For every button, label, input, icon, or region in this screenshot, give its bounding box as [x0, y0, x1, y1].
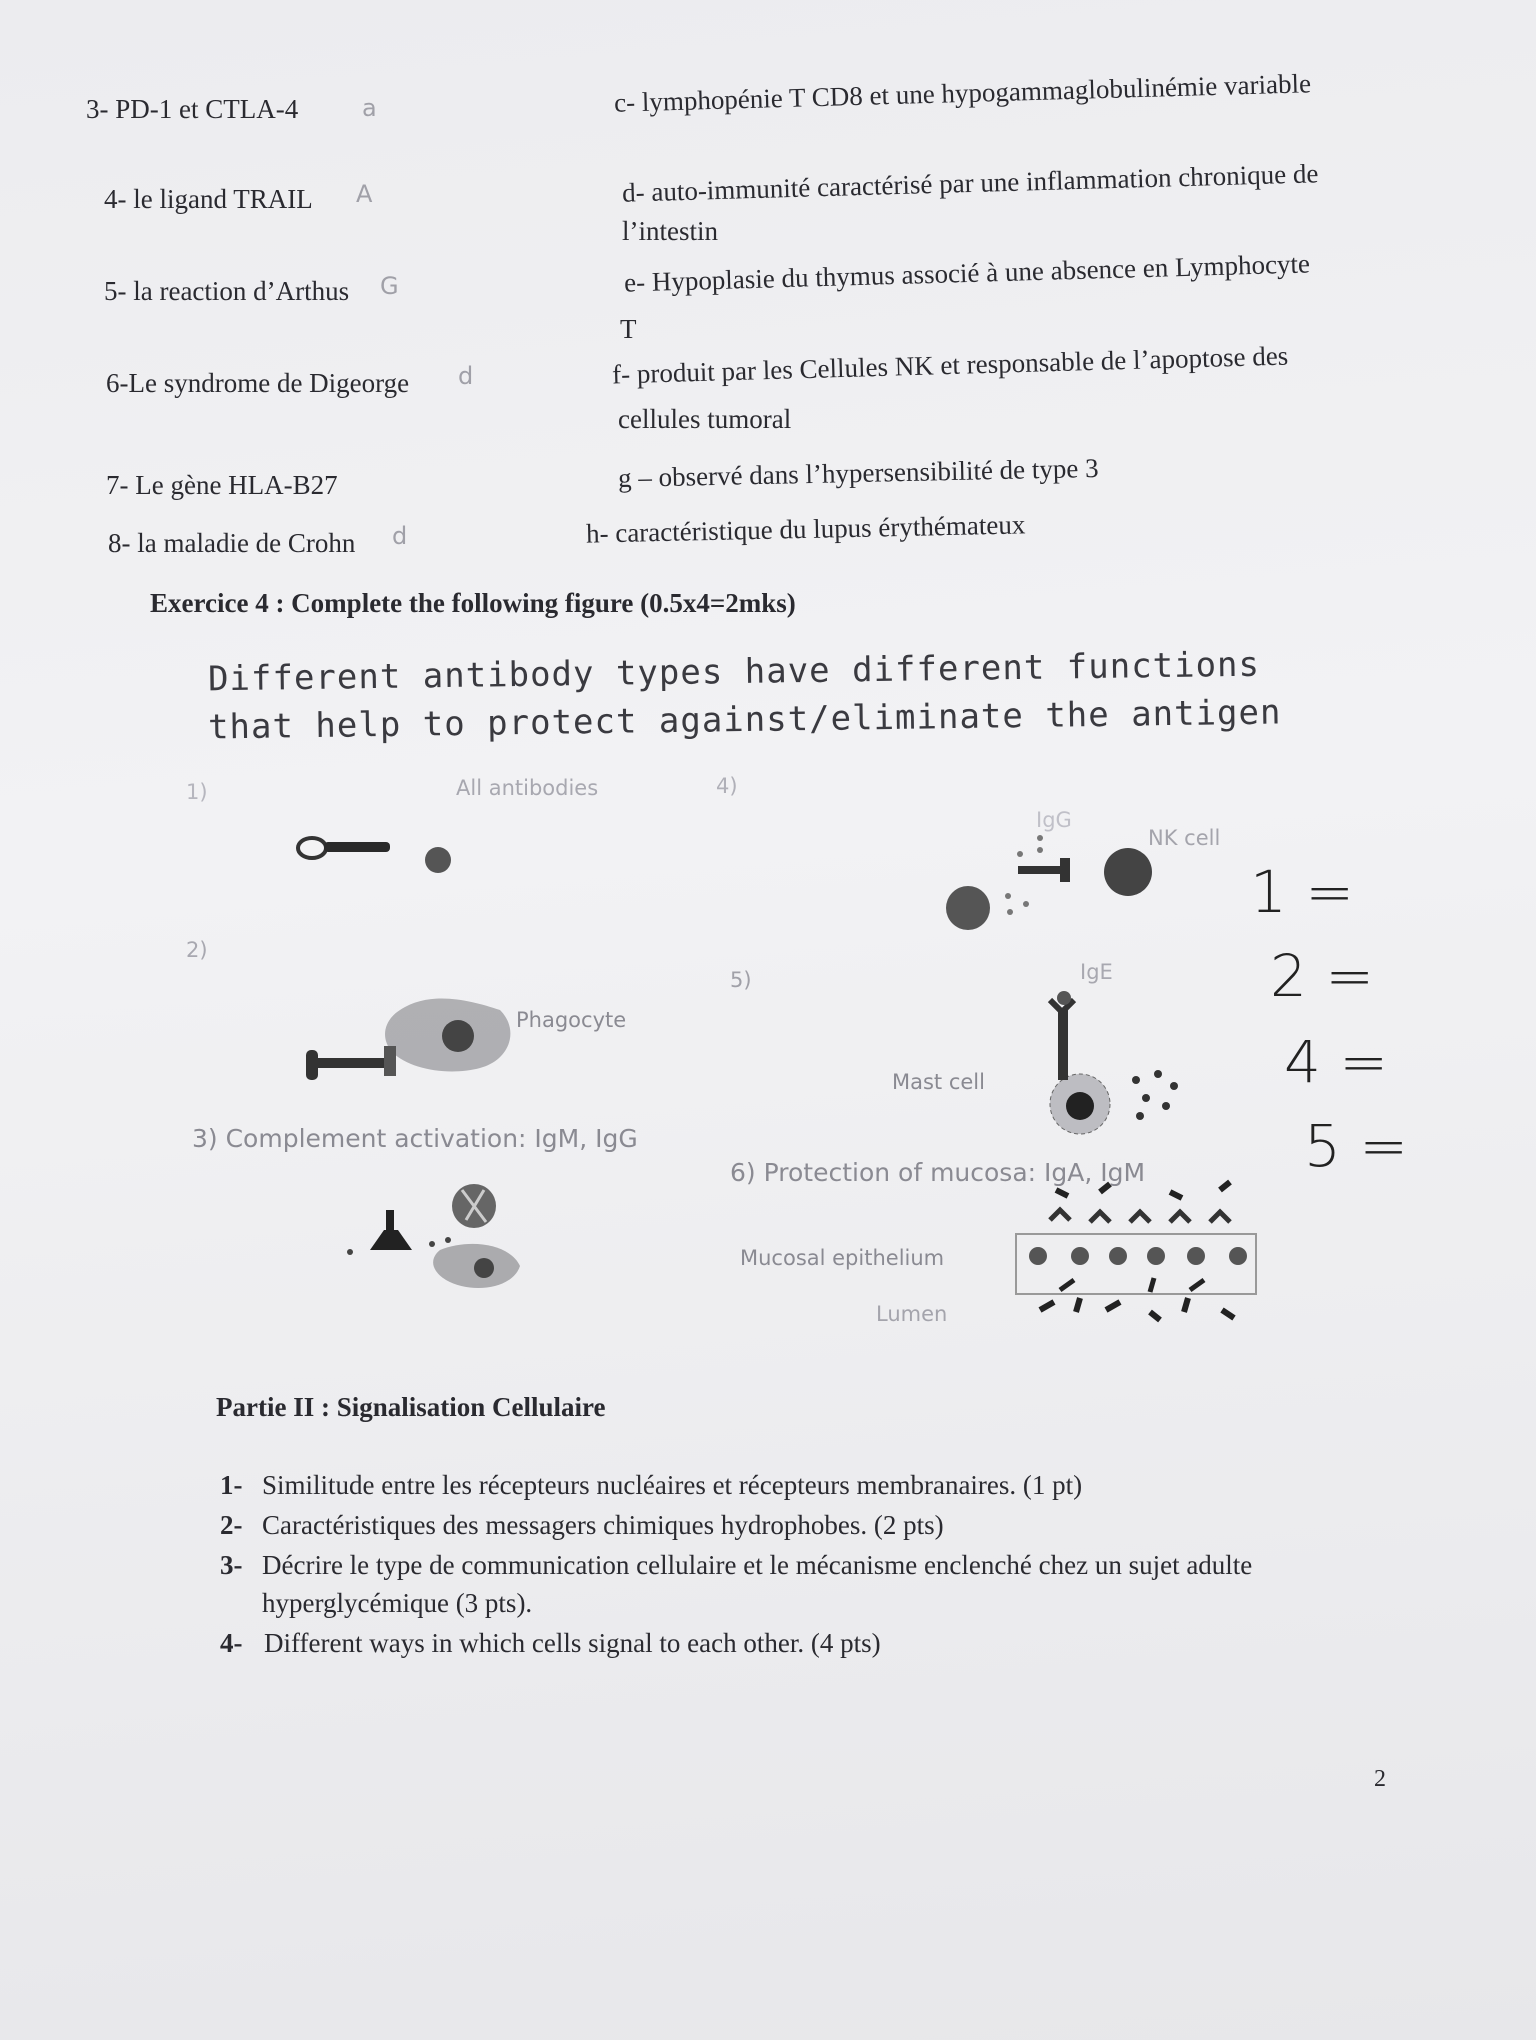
exercise4-title: Exercice 4 : Complete the following figure (0.5x4=2mks) [150, 588, 796, 618]
phagocyte-label: Phagocyte [516, 1008, 627, 1032]
mucosal-epithelium-icon [1016, 1182, 1256, 1320]
right-item-f-cont: cellules tumoral [618, 404, 792, 434]
figure-label-6: 6) Protection of mucosa: IgA, IgM [730, 1158, 1146, 1187]
question-text: hyperglycémique (3 pts). [262, 1588, 533, 1618]
left-item-8: 8- la maladie de Crohn [108, 528, 356, 558]
answer-mark-5: G [380, 272, 399, 300]
right-item-e-cont: T [620, 314, 637, 344]
adcc-icon [946, 835, 1152, 930]
handwritten-answer-1: 1 = [1250, 858, 1354, 926]
answer-mark-6: d [458, 362, 474, 390]
left-item-4: 4- le ligand TRAIL [104, 184, 313, 214]
figure-label-3: 3) Complement activation: IgM, IgG [192, 1124, 638, 1153]
nk-cell-label: NK cell [1148, 826, 1221, 850]
left-item-5: 5- la reaction d’Arthus [104, 276, 350, 306]
mast-cell-label: Mast cell [892, 1070, 985, 1094]
question-number: 4- [220, 1628, 243, 1658]
part2-title: Partie II : Signalisation Cellulaire [216, 1392, 606, 1422]
right-item-d-cont: l’intestin [622, 216, 718, 246]
figure-label-5: 5) [730, 968, 752, 992]
right-item-g: g – observé dans l’hypersensibilité de type 3 [617, 452, 1099, 494]
question-text: Similitude entre les récepteurs nucléaires et récepteurs membranaires. (1 pt) [262, 1470, 1083, 1500]
antibody-neutralisation-icon [298, 838, 451, 873]
complement-activation-icon [347, 1184, 520, 1288]
figure-label-2: 2) [186, 938, 208, 962]
right-item-h: h- caractéristique du lupus érythémateux [585, 509, 1026, 549]
handwritten-answer-2: 2 = [1270, 942, 1374, 1010]
handwritten-answer-4: 4 = [1284, 1028, 1388, 1096]
figure-label-4: 4) [716, 774, 738, 798]
question-number: 3- [220, 1550, 243, 1580]
left-item-6: 6-Le syndrome de Digeorge [106, 368, 410, 398]
figure-heading-line1: Different antibody types have different functions [207, 644, 1261, 700]
mast-cell-icon [1050, 991, 1178, 1134]
lumen-label: Lumen [876, 1302, 948, 1326]
right-item-f: f- produit par les Cellules NK et responsable de l’apoptose des [611, 340, 1289, 390]
figure-label-4-tail: IgG [1036, 808, 1072, 832]
figure-heading-line2: that help to protect against/eliminate the antigen [207, 692, 1282, 748]
page-number: 2 [1374, 1766, 1386, 1792]
answer-mark-8: d [392, 522, 408, 550]
ige-label: IgE [1080, 960, 1113, 984]
question-number: 2- [220, 1510, 243, 1540]
answer-mark-4: A [356, 180, 373, 208]
left-item-7: 7- Le gène HLA-B27 [106, 470, 338, 500]
handwritten-answer-5: 5 = [1304, 1112, 1408, 1180]
question-text: Different ways in which cells signal to each other. (4 pts) [264, 1628, 881, 1658]
answer-mark-3: a [362, 94, 377, 122]
phagocyte-icon [306, 998, 510, 1080]
question-text: Caractéristiques des messagers chimiques hydrophobes. (2 pts) [262, 1510, 944, 1540]
question-text: Décrire le type de communication cellulaire et le mécanisme enclenché chez un sujet adulte [262, 1550, 1253, 1580]
left-item-3: 3- PD-1 et CTLA-4 [86, 94, 299, 124]
right-item-e: e- Hypoplasie du thymus associé à une absence en Lymphocyte [623, 248, 1311, 298]
mucosal-epithelium-label: Mucosal epithelium [740, 1246, 945, 1270]
question-number: 1- [220, 1470, 243, 1500]
right-item-d: d- auto-immunité caractérisé par une inflammation chronique de [621, 158, 1319, 208]
figure-label-1-tail: All antibodies [456, 776, 599, 800]
figure-label-1: 1) [186, 780, 208, 804]
right-item-c: c- lymphopénie T CD8 et une hypogammaglobulinémie variable [613, 68, 1312, 118]
